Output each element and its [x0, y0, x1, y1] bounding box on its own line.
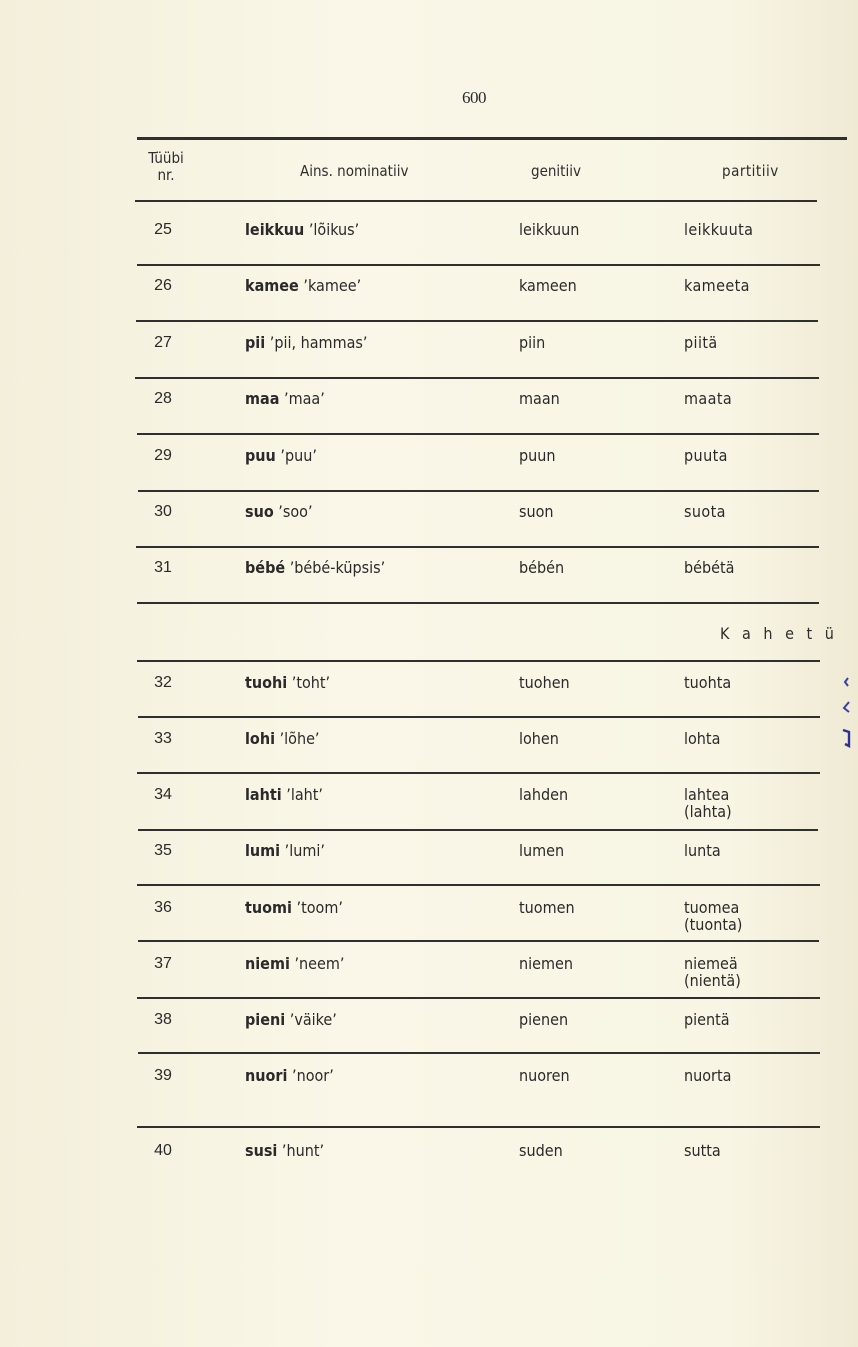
- nominative-cell: [245, 1011, 337, 1028]
- genitive-cell: suon: [519, 502, 554, 521]
- genitive-cell: kameen: [519, 276, 577, 295]
- margin-ink-marks: [840, 672, 854, 752]
- genitive-cell: leikkuun: [519, 220, 580, 239]
- nominative-cell: [245, 390, 325, 407]
- partitive-cell: leikkuuta: [684, 220, 754, 239]
- type-number: 38: [154, 1011, 172, 1028]
- table-row: [0, 334, 858, 374]
- nominative-cell: [245, 1067, 334, 1084]
- nominative-word: nuori: [245, 1066, 288, 1085]
- page-number: 600: [462, 88, 486, 107]
- partitive-alt-form: (lahta): [684, 802, 732, 821]
- table-row: [0, 842, 858, 882]
- genitive-cell: pienen: [519, 1010, 569, 1029]
- genitive-cell: maan: [519, 389, 560, 408]
- row-rule: [137, 602, 819, 604]
- type-number: 33: [154, 730, 172, 747]
- partitive-cell: piitä: [684, 333, 718, 352]
- header-type-label: Tüübi: [148, 149, 184, 167]
- type-number: 35: [154, 842, 172, 859]
- genitive-cell: puun: [519, 446, 556, 465]
- partitive-cell: [684, 955, 741, 989]
- gloss: ’lumi’: [280, 841, 325, 860]
- row-rule: [137, 884, 820, 886]
- nominative-cell: [245, 1142, 324, 1159]
- gloss: ’kamee’: [298, 276, 362, 295]
- genitive-cell: niemen: [519, 954, 573, 973]
- partitive-cell: [684, 899, 742, 933]
- gloss: ’toom’: [291, 898, 343, 917]
- header-bottom-rule: [135, 200, 817, 202]
- type-number: 30: [154, 503, 172, 520]
- type-number: 31: [154, 559, 172, 576]
- partitive-alt-form: (tuonta): [684, 915, 743, 934]
- nominative-cell: [245, 786, 323, 803]
- gloss: ’toht’: [287, 673, 331, 692]
- partitive-cell: sutta: [684, 1141, 721, 1160]
- gloss: ’hunt’: [277, 1141, 325, 1160]
- section-rule: [137, 660, 820, 662]
- header-genitive: genitiiv: [531, 162, 581, 180]
- type-number: 27: [154, 334, 172, 351]
- gloss: ’soo’: [273, 502, 313, 521]
- nominative-word: lumi: [245, 841, 281, 860]
- nominative-word: bébé: [245, 558, 286, 577]
- row-rule: [137, 997, 820, 999]
- type-number: 40: [154, 1142, 172, 1159]
- type-number: 37: [154, 955, 172, 972]
- partitive-cell: nuorta: [684, 1066, 732, 1085]
- partitive-cell: puuta: [684, 446, 728, 465]
- genitive-cell: suden: [519, 1141, 563, 1160]
- partitive-form: tuomea: [684, 898, 740, 917]
- gloss: ’maa’: [279, 389, 325, 408]
- table-top-rule: [137, 137, 847, 140]
- nominative-cell: [245, 842, 325, 859]
- row-rule: [138, 490, 819, 492]
- type-number: 26: [154, 277, 172, 294]
- partitive-cell: pientä: [684, 1010, 730, 1029]
- row-rule: [138, 716, 820, 718]
- type-number: 29: [154, 447, 172, 464]
- table-row: [0, 390, 858, 430]
- partitive-cell: tuohta: [684, 673, 732, 692]
- table-row: [0, 730, 858, 770]
- row-rule: [137, 772, 820, 774]
- table-row: [0, 503, 858, 543]
- nominative-word: lahti: [245, 785, 282, 804]
- type-number: 36: [154, 899, 172, 916]
- gloss: ’puu’: [275, 446, 317, 465]
- partitive-cell: maata: [684, 389, 733, 408]
- nominative-cell: [245, 277, 361, 294]
- genitive-cell: lumen: [519, 841, 565, 860]
- gloss: ’lõhe’: [275, 729, 320, 748]
- partitive-cell: suota: [684, 502, 726, 521]
- row-rule: [136, 546, 819, 548]
- row-rule: [137, 433, 819, 435]
- table-row: [0, 899, 858, 939]
- gloss: ’bébé-küpsis’: [285, 558, 386, 577]
- header-nominative: Ains. nominatiiv: [300, 162, 409, 180]
- nominative-word: susi: [245, 1141, 278, 1160]
- type-number: 25: [154, 221, 172, 238]
- nominative-cell: [245, 221, 359, 238]
- nominative-word: pieni: [245, 1010, 286, 1029]
- partitive-form: lahtea: [684, 785, 730, 804]
- genitive-cell: tuomen: [519, 898, 575, 917]
- genitive-cell: piin: [519, 333, 546, 352]
- nominative-word: lohi: [245, 729, 275, 748]
- nominative-word: tuohi: [245, 673, 288, 692]
- nominative-cell: [245, 559, 385, 576]
- table-row: [0, 1142, 858, 1182]
- section-label: K a h e t ü: [720, 624, 838, 643]
- nominative-word: kamee: [245, 276, 299, 295]
- table-row: [0, 955, 858, 995]
- nominative-word: pii: [245, 333, 266, 352]
- genitive-cell: lohen: [519, 729, 559, 748]
- type-number: 32: [154, 674, 172, 691]
- genitive-cell: nuoren: [519, 1066, 570, 1085]
- gloss: ’lõikus’: [304, 220, 360, 239]
- partitive-cell: bébétä: [684, 558, 735, 577]
- type-number: 39: [154, 1067, 172, 1084]
- table-row: [0, 1067, 858, 1107]
- row-rule: [137, 1126, 820, 1128]
- partitive-cell: lunta: [684, 841, 721, 860]
- nominative-word: niemi: [245, 954, 290, 973]
- gloss: ’laht’: [281, 785, 323, 804]
- nominative-word: maa: [245, 389, 280, 408]
- nominative-cell: [245, 955, 344, 972]
- row-rule: [138, 829, 818, 831]
- row-rule: [137, 264, 820, 266]
- header-nr-label: nr.: [157, 166, 175, 184]
- row-rule: [136, 320, 818, 322]
- nominative-word: leikkuu: [245, 220, 305, 239]
- nominative-cell: [245, 447, 317, 464]
- header-type-number: [143, 150, 189, 184]
- row-rule: [135, 377, 819, 379]
- nominative-cell: [245, 730, 320, 747]
- table-row: [0, 674, 858, 714]
- nominative-cell: [245, 503, 313, 520]
- partitive-cell: kameeta: [684, 276, 750, 295]
- partitive-cell: [684, 786, 732, 820]
- table-row: [0, 277, 858, 317]
- header-partitive: partitiiv: [722, 162, 779, 180]
- genitive-cell: tuohen: [519, 673, 570, 692]
- nominative-word: puu: [245, 446, 276, 465]
- type-number: 34: [154, 786, 172, 803]
- table-row: [0, 559, 858, 599]
- gloss: ’väike’: [285, 1010, 337, 1029]
- table-row: [0, 221, 858, 261]
- nominative-cell: [245, 899, 343, 916]
- genitive-cell: bébén: [519, 558, 565, 577]
- partitive-alt-form: (nientä): [684, 971, 741, 990]
- nominative-word: suo: [245, 502, 274, 521]
- row-rule: [138, 940, 819, 942]
- gloss: ’neem’: [289, 954, 345, 973]
- gloss: ’noor’: [287, 1066, 334, 1085]
- nominative-cell: [245, 334, 367, 351]
- table-row: [0, 1011, 858, 1051]
- gloss: ’pii, hammas’: [265, 333, 368, 352]
- nominative-word: tuomi: [245, 898, 292, 917]
- table-row: [0, 447, 858, 487]
- nominative-cell: [245, 674, 330, 691]
- partitive-cell: lohta: [684, 729, 721, 748]
- genitive-cell: lahden: [519, 785, 569, 804]
- type-number: 28: [154, 390, 172, 407]
- table-row: [0, 786, 858, 826]
- partitive-form: niemeä: [684, 954, 738, 973]
- row-rule: [138, 1052, 820, 1054]
